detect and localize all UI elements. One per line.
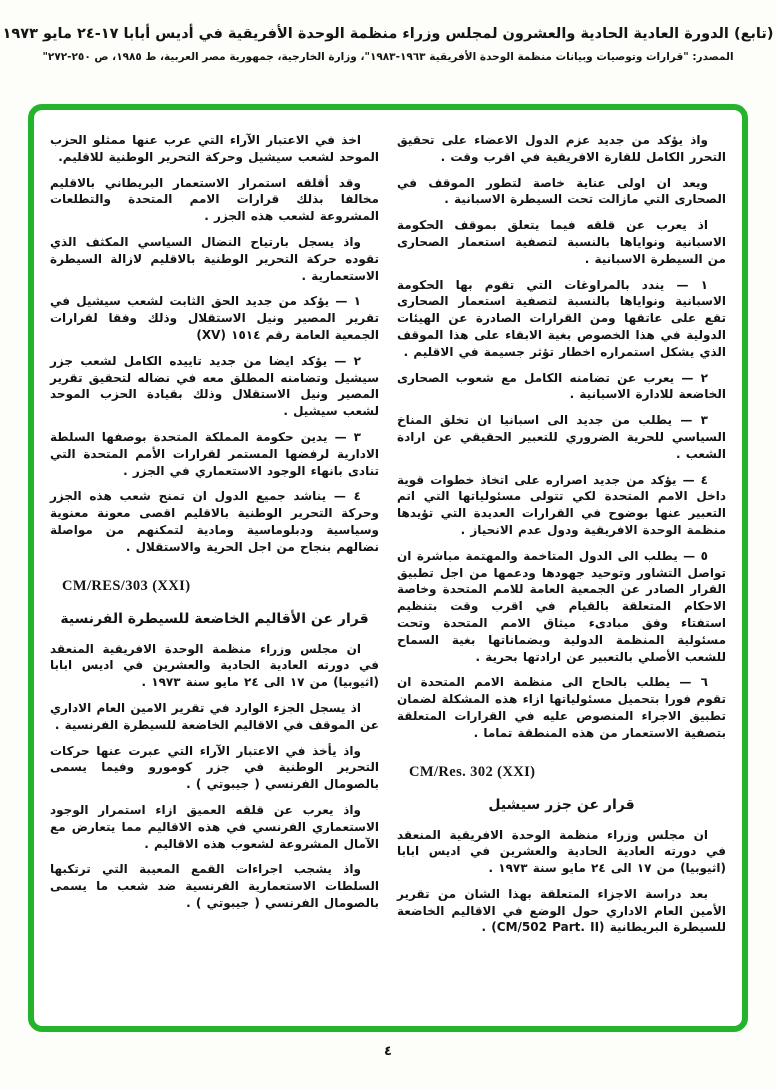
left-column [50, 132, 379, 1012]
paragraph: ان مجلس وزراء منظمة الوحدة الافريقية المنعقد في دورته العادية الحادية والعشرين في اديس ابابا (اثيوبيا) من ١٧ الى ٢٤ مايو سنة ١٩٧٣ . [397, 827, 726, 876]
green-border-frame [28, 104, 748, 1032]
resolution-title: قرار عن الأقاليم الخاضعة للسيطرة الفرنسية [60, 610, 369, 627]
paragraph: ٢ — يعرب عن تضامنه الكامل مع شعوب الصحارى الخاضعة للادارة الاسبانية . [397, 370, 726, 402]
paragraph: ٥ — يطلب الى الدول المتاخمة والمهتمة مباشرة ان تواصل التشاور وتوحيد جهودها ودعمها من اجل تطبيق القرار الصادر عن الجمعية العامة للامم المتحدة وخاصة الاحكام المتعلقة بالقيام في اقرب وقت بتنظيم استفتاء وفق مبادىء ميثاق الامم المتحدة وتحت مسئولية المنظمة الدولية وبضماناتها بغية السماح للشعب الأصلي بالتعبير عن ارادتها بحرية . [397, 548, 726, 664]
resolution-number: CM/RES/303 (XXI) [62, 577, 191, 594]
paragraph: اذ يعرب عن قلقه فيما يتعلق بموقف الحكومة الاسبانية ونواياها بالنسبة لتصفية استعمار الصحارى من السيطرة الاسبانية . [397, 218, 726, 266]
resolution-number: CM/Res. 302 (XXI) [409, 763, 536, 780]
paragraph: واذ يعرب عن قلقه العميق ازاء استمرار الوجود الاستعماري الفرنسي في هذه الاقاليم مما يتعارض مع الآمال المشروعة لشعوب هذه الاقاليم . [50, 802, 379, 851]
resolution-title: قرار عن جزر سيشيل [488, 796, 635, 813]
session-title: (تابع) الدورة العادية الحادية والعشرون لمجلس وزراء منظمة الوحدة الأفريقية في أديس أبابا ١٧-٢٤ مايو ١٩٧٣ [2, 26, 774, 42]
page-header [0, 26, 776, 63]
paragraph: ٤ — يناشد جميع الدول ان تمنح شعب هذه الجزر وحركة التحرير الوطنية بالاقليم اقصى معونة معنوية وسياسية ودبلوماسية ومادية لتمكنهم من مواصلة نضالهم بنجاح من اجل الحرية والاستقلال . [50, 489, 379, 554]
paragraph: ١ — يندد بالمراوغات التي تقوم بها الحكومة الاسبانية ونواياها بالنسبة لتصفية استعمار الصحارى تقع على عاتقها ومن القرارات الصادرة عن الهيئات الدولية في هذا الخصوص بغية الابقاء على هذا الموقف الذي يشكل استمراره اخطار تؤثر جسيمة في الاقليم . [397, 277, 726, 359]
source-citation: المصدر: "قرارات وتوصيات وبيانات منظمة الوحدة الأفريقية ١٩٦٣-١٩٨٣"، وزارة الخارجية، جمهورية مصر العربية، ط ١٩٨٥، ص ٢٥٠-٢٧٢" [42, 51, 734, 63]
paragraph: ويعد ان اولى عناية خاصة لتطور الموقف في الصحارى التي مازالت تحت السيطرة الاسبانية . [397, 175, 726, 207]
paragraph: واذ يأخذ في الاعتبار الآراء التي عبرت عنها حركات التحرير الوطنية في جزر كومورو وفيما يسمى بالصومال الفرنسي ( جيبوتي ) . [50, 743, 379, 792]
paragraph: واذ يشجب اجراءات القمع المعيبة التي ترتكبها السلطات الاستعمارية الفرنسية ضد شعب ما يسمى بالصومال الفرنسي ( جيبوتي ) . [50, 862, 379, 910]
paragraph: واذ يسجل بارتياح النضال السياسي المكثف الذي تقوده حركة التحرير الوطنية بالاقليم لازالة السيطرة الاستعمارية . [50, 234, 379, 283]
paragraph: اخذ في الاعتبار الآراء التي عرب عنها ممثلو الحزب الموحد لشعب سيشيل وحركة التحرير الوطنية للاقليم. [50, 133, 379, 164]
paragraph: ان مجلس وزراء منظمة الوحدة الافريقية المنعقد في دورته العادية الحادية والعشرين في اديس ابابا (اثيوبيا) من ١٧ الى ٢٤ مايو سنة ١٩٧٣ . [50, 641, 379, 690]
paragraph: ٦ — يطلب بالحاح الى منظمة الامم المتحدة ان تقوم فورا بتحميل مسئولياتها ازاء هذه المشكلة لضمان تطبيق الاجراء المنصوص عليه في القرارات المتعلقة بتصفية الاستعمار من هذه المنطقة تماما . [397, 675, 726, 740]
paragraph: بعد دراسة الاجزاء المتعلقة بهذا الشان من تقرير الأمين العام الاداري حول الوضع في الاقاليم الخاضعة للسيطرة البريطانية (CM/502 Part. II) . [397, 886, 726, 935]
paragraph: ٣ — يطلب من جديد الى اسبانيا ان تخلق المناخ السياسي للحرية الضروري للتعبير الحقيقي عن ارادة الشعب . [397, 413, 726, 461]
paragraph: ٢ — يؤكد ايضا من جديد تاييده الكامل لشعب جزر سيشيل وتضامنه المطلق معه في نضاله لتحقيق تقرير المصير ونيل الاستقلال وذلك بقيادة الحزب الموحد لشعب سيشيل . [50, 353, 379, 419]
paragraph: وقد أقلقه استمرار الاستعمار البريطاني بالاقليم مخالفا بذلك قرارات الامم المتحدة والتطلعات المشروعة لشعب هذه الجزر . [50, 175, 379, 224]
paragraph: ٤ — يؤكد من جديد اصراره على اتخاذ خطوات قوية داخل الامم المتحدة لكي تتولى مسئولياتها التي اتم التعبير عنها بوضوح في القرارات العديدة التي تؤيدها منظمة الوحدة الافريقية ودول عدم الانحياز . [397, 472, 726, 537]
paragraph: ٣ — يدين حكومة المملكة المتحدة بوصفها السلطة الادارية لرفضها المستمر لقرارات الأمم المتحدة التي تنادى بانهاء الوجود الاستعماري في الجزر . [50, 429, 379, 478]
page-number: ٤ [384, 1044, 392, 1059]
paragraph: واذ يؤكد من جديد عزم الدول الاعضاء على تحقيق التحرر الكامل للقارة الافريقية في اقرب وقت . [397, 133, 726, 164]
right-column [397, 132, 726, 1012]
paragraph: اذ يسجل الجزء الوارد في تقرير الامين العام الاداري عن الموقف في الاقاليم الخاضعة للسيطرة الفرنسية . [50, 700, 379, 732]
paragraph: ١ — يؤكد من جديد الحق الثابت لشعب سيشيل في تقرير المصير ونيل الاستقلال وذلك وفقا لقرارات الجمعية العامة رقم ١٥١٤ (XV) [50, 294, 379, 342]
